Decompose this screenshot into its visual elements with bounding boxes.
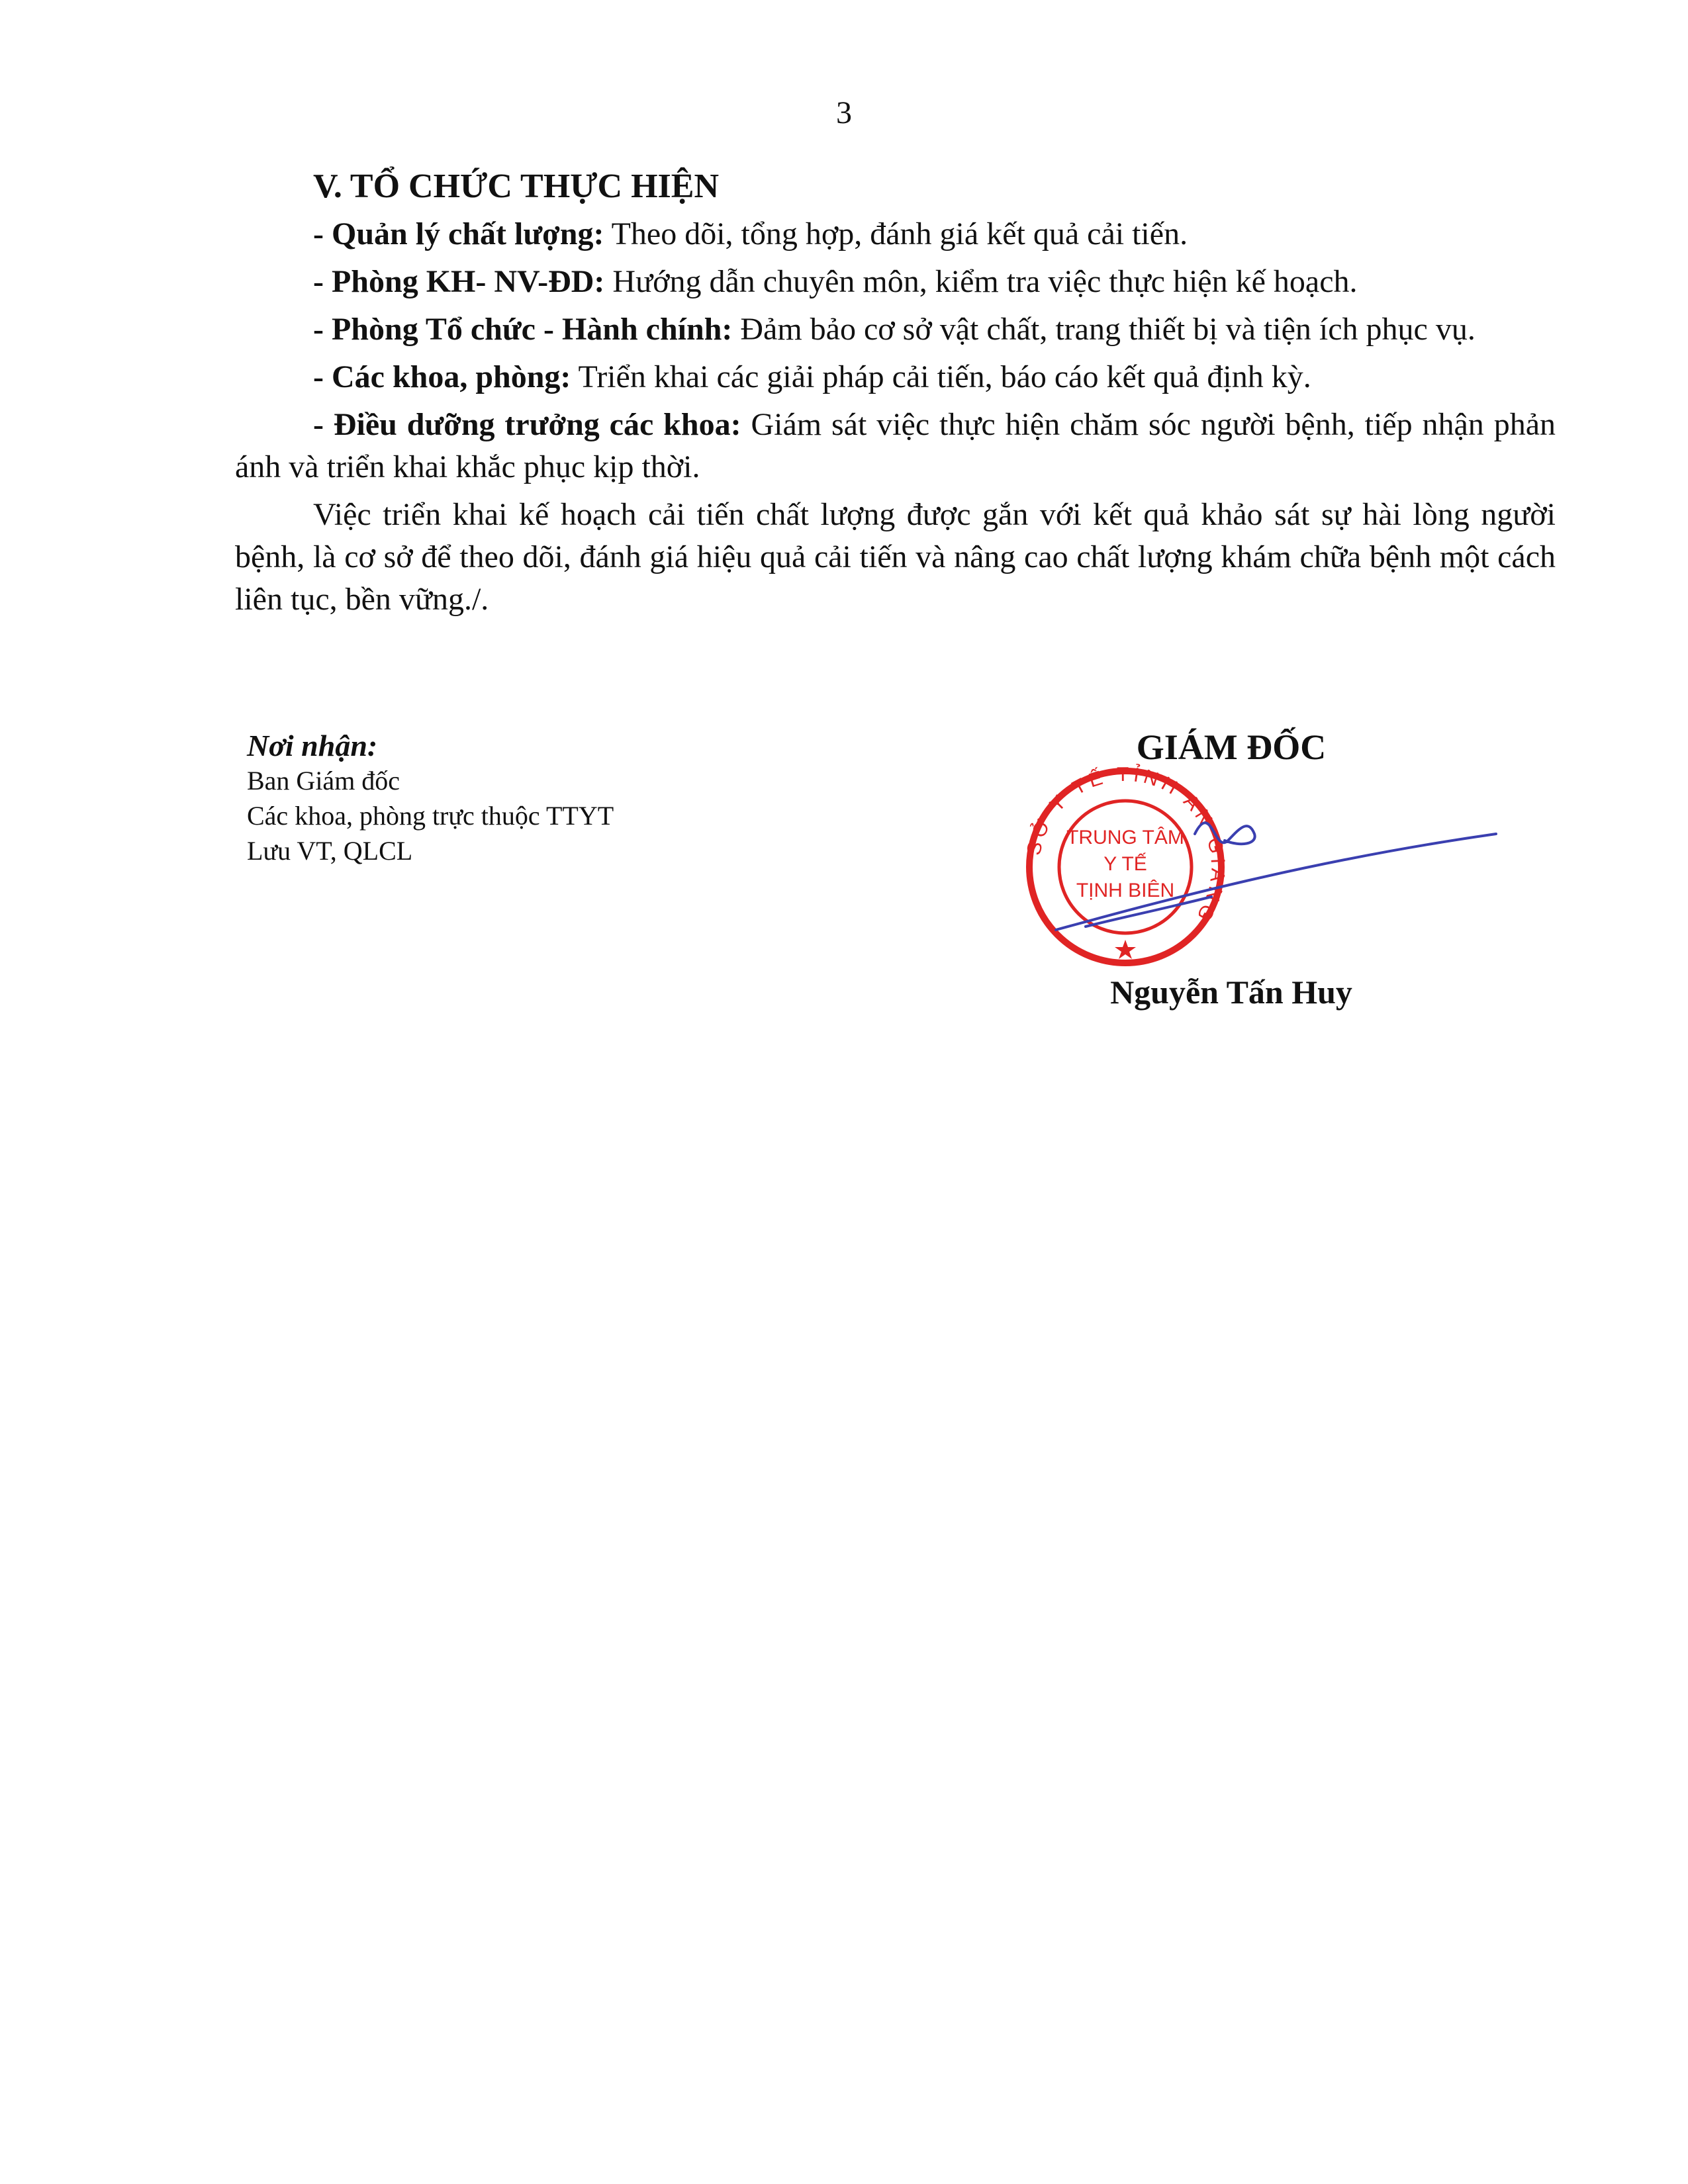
signature-area: [993, 761, 1509, 979]
stamp-and-signature: [993, 761, 1509, 979]
document-body: [235, 165, 1556, 626]
page-number: 3: [836, 95, 852, 130]
recipients-title: Nơi nhận:: [247, 729, 378, 762]
item-departments: [235, 356, 1556, 398]
item-text: Giám sát việc thực hiện chăm sóc người bệnh, tiếp nhận phản ánh và triển khai khắc phục kịp thời.: [235, 407, 1556, 484]
section-heading: V. TỔ CHỨC THỰC HIỆN: [313, 167, 720, 205]
signer-title: GIÁM ĐỐC: [1136, 727, 1327, 767]
item-label: - Điều dưỡng trưởng các khoa:: [313, 407, 741, 442]
stamp-star-icon: [1115, 940, 1136, 959]
item-label: - Các khoa, phòng:: [313, 359, 571, 394]
item-text: Hướng dẫn chuyên môn, kiểm tra việc thực hiện kế hoạch.: [604, 264, 1358, 299]
item-label: - Quản lý chất lượng:: [313, 216, 604, 251]
recipient-line: Các khoa, phòng trực thuộc TTYT: [247, 801, 614, 831]
item-label: - Phòng Tổ chức - Hành chính:: [313, 312, 733, 347]
item-head-nurses: [235, 404, 1556, 488]
official-stamp: [1023, 764, 1229, 963]
stamp-center-line: TỊNH BIÊN: [1076, 880, 1175, 901]
item-admin-office: [235, 308, 1556, 351]
item-text: Theo dõi, tổng hợp, đánh giá kết quả cải tiến.: [604, 216, 1188, 251]
signer-name: Nguyễn Tấn Huy: [1110, 974, 1352, 1011]
recipients-block: [247, 728, 614, 868]
item-planning-office: [235, 261, 1556, 303]
stamp-ring-text: SỞ Y TẾ TỈNH AN GIANG: [1023, 763, 1229, 929]
stamp-center-line: TRUNG TÂM: [1066, 827, 1184, 848]
closing-paragraph: Việc triển khai kế hoạch cải tiến chất lượng được gắn với kết quả khảo sát sự hài lòng người bệnh, là cơ sở để theo dõi, đánh giá hiệu quả cải tiến và nâng cao chất lượng khám chữa bệnh một cách liên tục, bền vững./.: [235, 497, 1556, 617]
recipient-line: Ban Giám đốc: [247, 766, 400, 796]
item-text: Triển khai các giải pháp cải tiến, báo cáo kết quả định kỳ.: [571, 359, 1311, 394]
recipient-line: Lưu VT, QLCL: [247, 836, 413, 866]
stamp-center-line: Y TẾ: [1103, 853, 1147, 875]
item-text: Đảm bảo cơ sở vật chất, trang thiết bị và tiện ích phục vụ.: [732, 312, 1476, 347]
item-quality-management: [235, 213, 1556, 255]
item-label: - Phòng KH- NV-ĐD:: [313, 264, 605, 299]
